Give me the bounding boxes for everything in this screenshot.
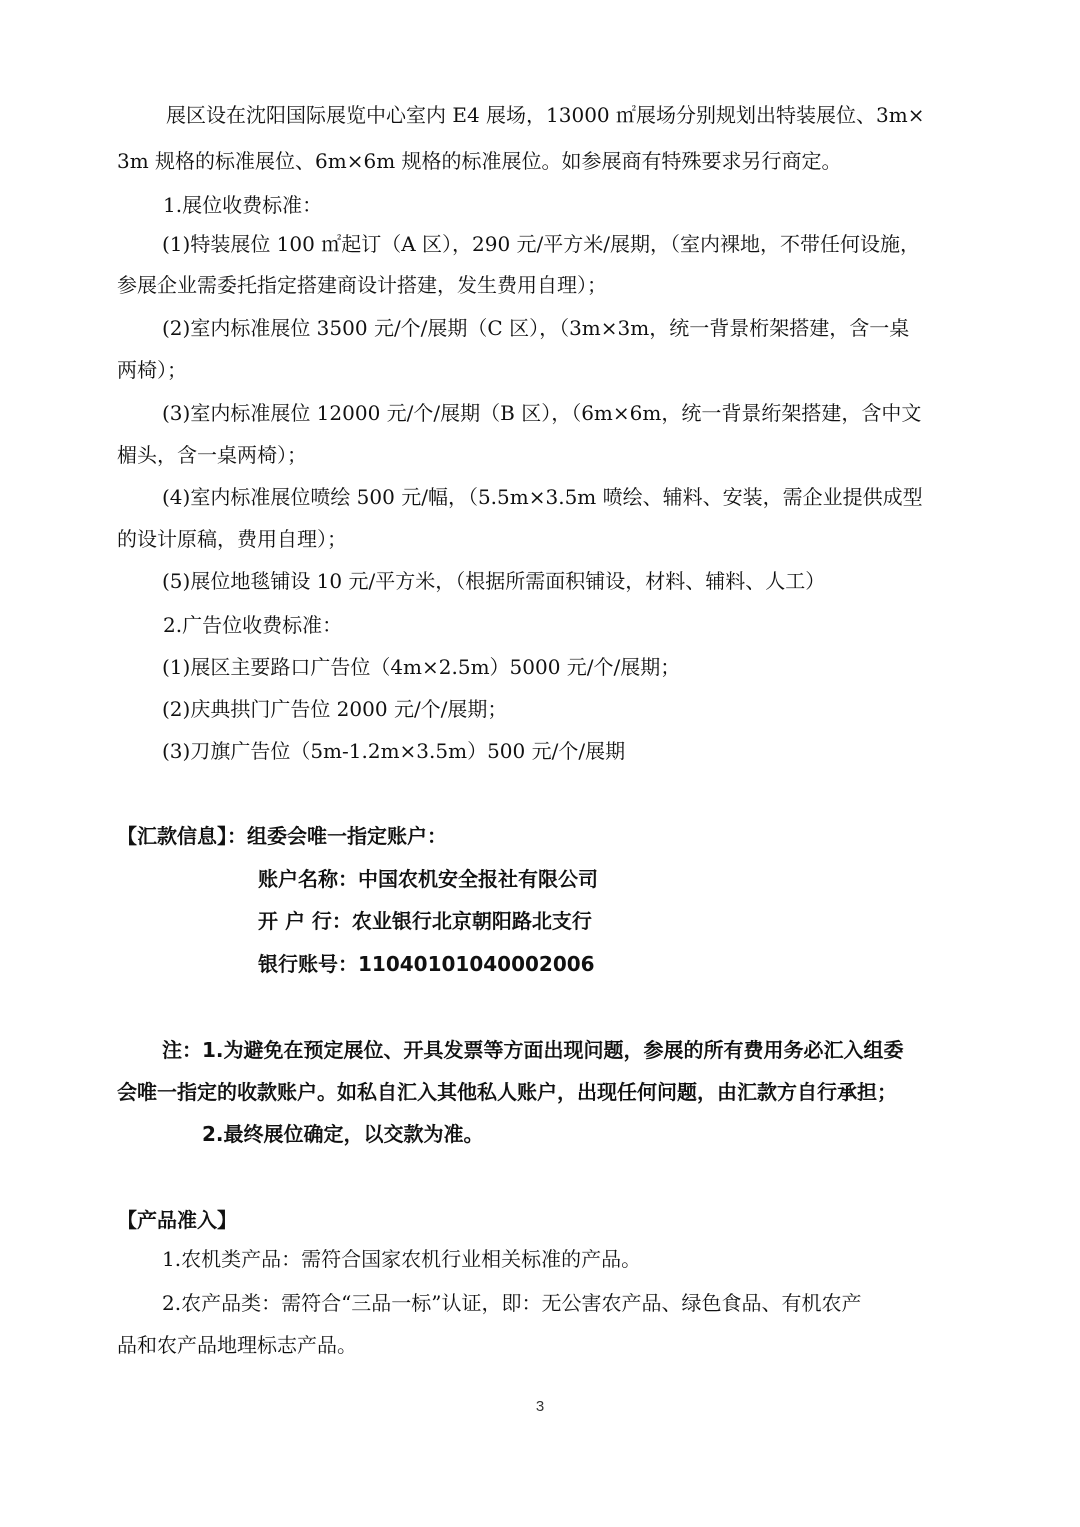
note-line-2: 会唯一指定的收款账户。如私自汇入其他私人账户，出现任何问题，由汇款方自行承担； <box>117 1080 897 1104</box>
intro-line-1: 展区设在沈阳国际展览中心室内 E4 展场，13000 ㎡展场分别规划出特装展位、3m× <box>166 103 925 127</box>
booth-fee-item-1-line-1: (1)特装展位 100 ㎡起订（A 区），290 元/平方米/展期，（室内裸地，不带任何设施， <box>162 232 921 256</box>
bank-branch: 开 户 行：农业银行北京朝阳路北支行 <box>258 909 592 933</box>
booth-fee-item-2-line-2: 两椅）； <box>117 358 187 382</box>
ad-fee-item-1: (1)展区主要路口广告位（4m×2.5m）5000 元/个/展期； <box>162 655 681 679</box>
note-line-3: 2.最终展位确定，以交款为准。 <box>202 1122 484 1146</box>
account-number: 银行账号：11040101040002006 <box>258 952 595 976</box>
remittance-heading: 【汇款信息】：组委会唯一指定账户： <box>117 824 447 848</box>
booth-fee-item-4-line-2: 的设计原稿，费用自理）； <box>117 527 347 551</box>
ad-fee-item-3: (3)刀旗广告位（5m-1.2m×3.5m）500 元/个/展期 <box>162 739 626 763</box>
ad-fee-item-2: (2)庆典拱门广告位 2000 元/个/展期； <box>162 697 508 721</box>
account-name: 账户名称：中国农机安全报社有限公司 <box>258 867 598 891</box>
booth-fee-item-5: (5)展位地毯铺设 10 元/平方米，（根据所需面积铺设，材料、辅料、人工） <box>162 569 826 593</box>
ad-fees-heading: 2.广告位收费标准： <box>163 613 343 637</box>
product-item-1: 1.农机类产品：需符合国家农机行业相关标准的产品。 <box>162 1247 642 1271</box>
product-item-2-line-2: 品和农产品地理标志产品。 <box>117 1333 357 1357</box>
booth-fee-item-2-line-1: (2)室内标准展位 3500 元/个/展期（C 区），（3m×3m，统一背景桁架搭建，含一桌 <box>162 316 910 340</box>
booth-fees-heading: 1.展位收费标准： <box>163 193 323 217</box>
intro-line-2: 3m 规格的标准展位、6m×6m 规格的标准展位。如参展商有特殊要求另行商定。 <box>117 149 842 173</box>
booth-fee-item-1-line-2: 参展企业需委托指定搭建商设计搭建，发生费用自理）； <box>117 273 607 297</box>
note-line-1: 注：1.为避免在预定展位、开具发票等方面出现问题，参展的所有费用务必汇入组委 <box>162 1038 904 1062</box>
booth-fee-item-3-line-1: (3)室内标准展位 12000 元/个/展期（B 区），（6m×6m，统一背景绗架搭建，含中文 <box>162 401 922 425</box>
page-number: 3 <box>535 1398 545 1415</box>
product-item-2-line-1: 2.农产品类：需符合“三品一标”认证，即：无公害农产品、绿色食品、有机农产 <box>162 1291 862 1315</box>
booth-fee-item-4-line-1: (4)室内标准展位喷绘 500 元/幅，（5.5m×3.5m 喷绘、辅料、安装，需企业提供成型 <box>162 485 923 509</box>
booth-fee-item-3-line-2: 楣头，含一桌两椅）； <box>117 443 307 467</box>
products-heading: 【产品准入】 <box>117 1208 237 1232</box>
